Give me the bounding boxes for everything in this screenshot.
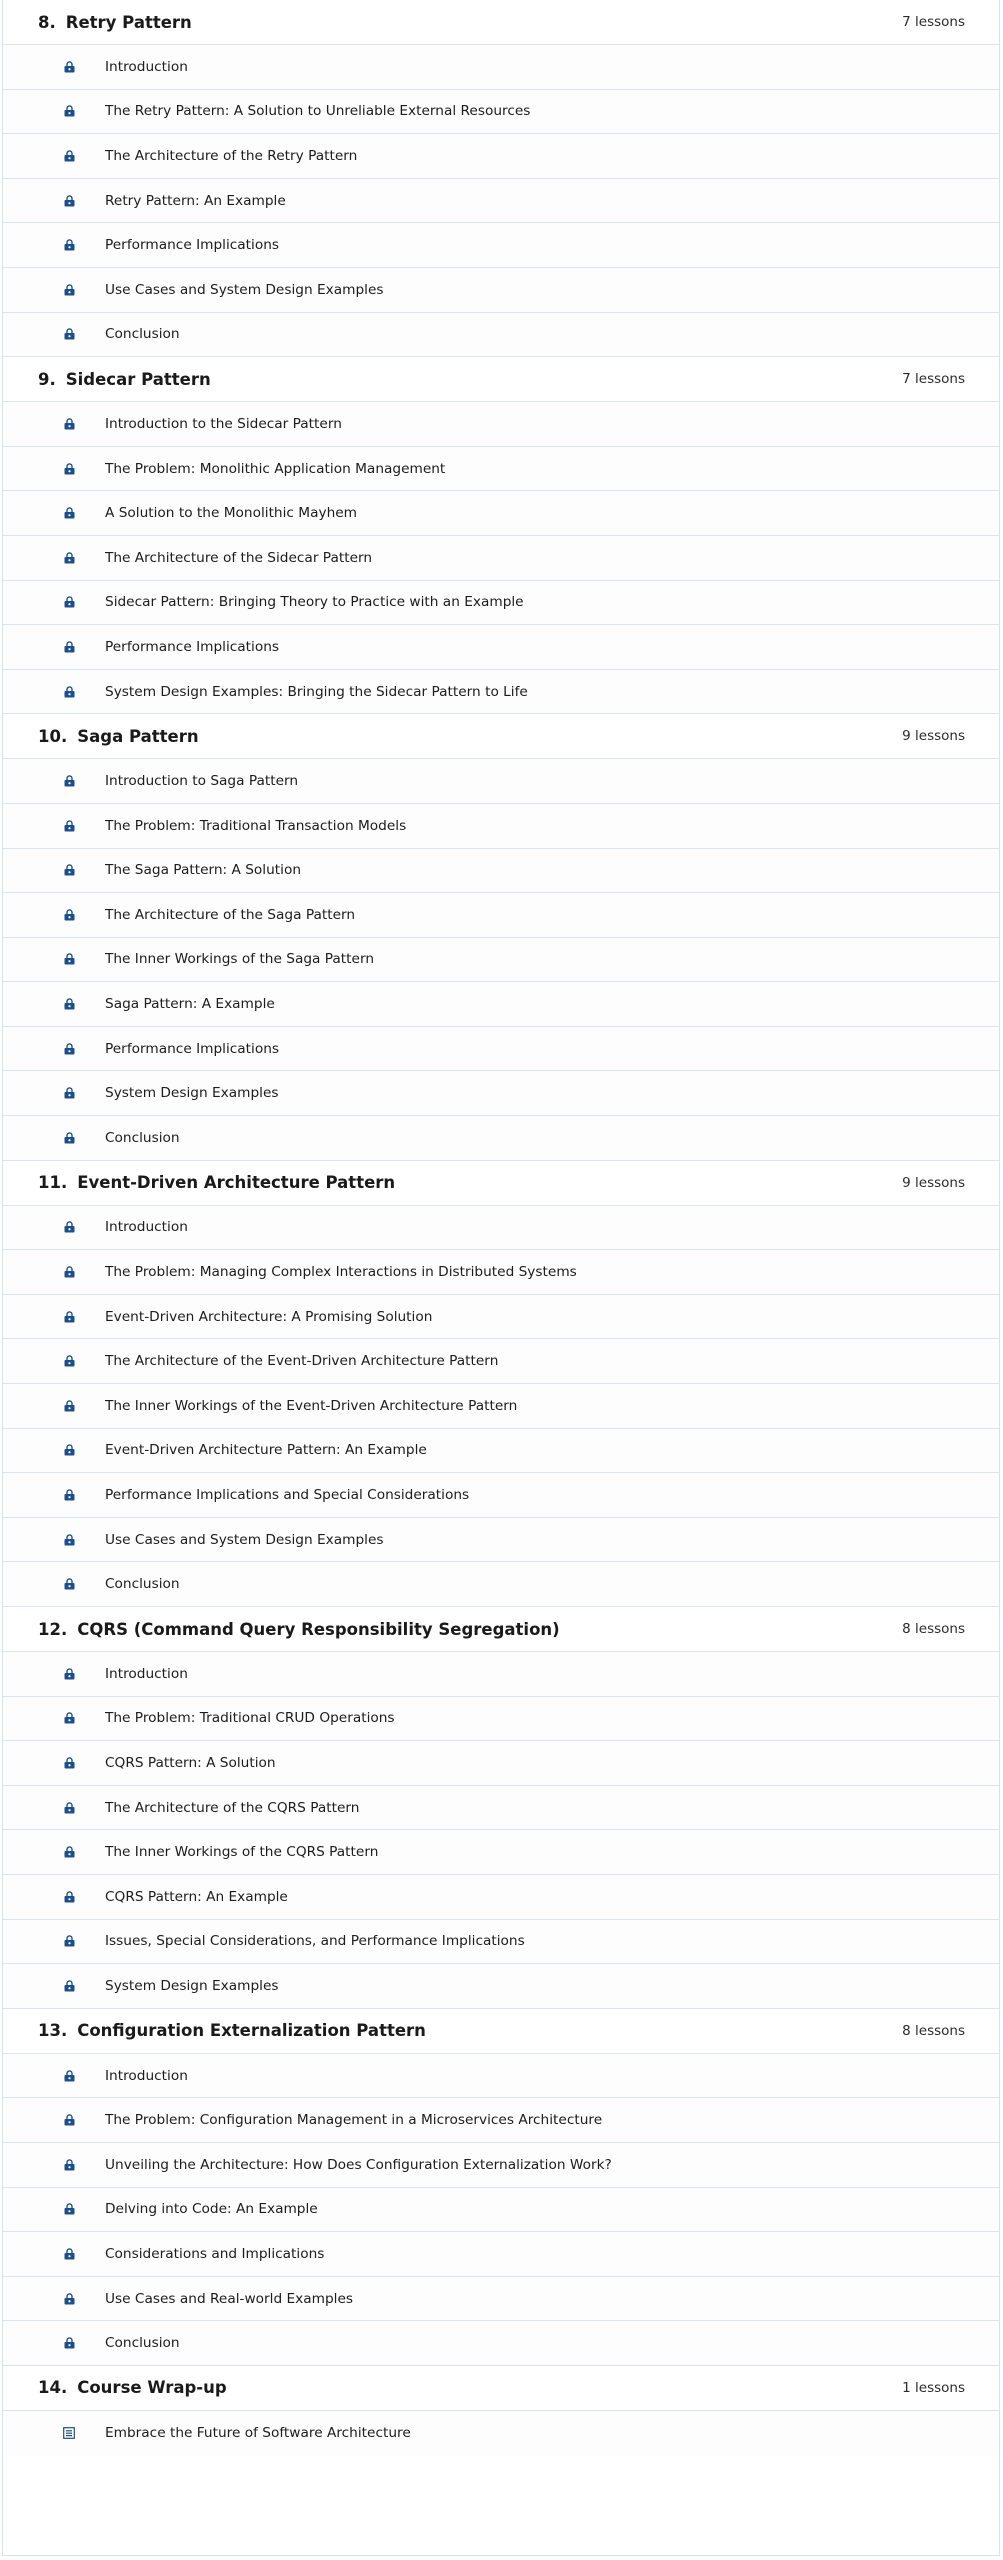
lesson-item[interactable] [3,1250,999,1295]
section-name: CQRS (Command Query Responsibility Segregation) [77,1619,560,1639]
lesson-title: Conclusion [105,1129,180,1146]
lock-icon [63,909,75,921]
lock-icon [63,1132,75,1144]
lesson-title: Performance Implications [105,1040,280,1057]
lock-icon [63,1266,75,1278]
lesson-title: System Design Examples: Bringing the Sidecar Pattern to Life [105,683,528,700]
lesson-item[interactable] [3,402,999,447]
lock-icon [63,775,75,787]
curriculum-section [3,1607,999,2009]
lesson-count: 7 lessons [902,371,965,388]
lesson-item[interactable] [3,45,999,90]
section-header[interactable] [3,0,999,44]
lesson-item[interactable] [3,2054,999,2099]
lesson-title: System Design Examples [105,1085,279,1102]
section-number: 13. [38,2021,68,2041]
lesson-title: Use Cases and Real-world Examples [105,2290,353,2307]
lesson-title: CQRS Pattern: An Example [105,1888,288,1905]
lesson-title: Event-Driven Architecture: A Promising Solution [105,1308,433,1325]
curriculum-section [3,357,999,714]
lesson-title: Issues, Special Considerations, and Performance Implications [105,1933,525,1950]
curriculum-section [3,2009,999,2366]
lesson-title: System Design Examples [105,1977,279,1994]
lock-icon [63,1311,75,1323]
lesson-count: 7 lessons [902,14,965,30]
lock-icon [63,1935,75,1947]
lesson-title: The Architecture of the Retry Pattern [105,147,358,164]
lock-icon [63,864,75,876]
curriculum-section [3,1161,999,1607]
lock-icon [63,239,75,251]
lesson-title: Use Cases and System Design Examples [105,281,384,298]
lock-icon [63,596,75,608]
lesson-item[interactable] [3,1295,999,1340]
lesson-item[interactable] [3,1786,999,1831]
curriculum-section [3,2366,999,2456]
lesson-item[interactable] [3,1429,999,1474]
section-header[interactable] [3,2009,999,2053]
lesson-title: Delving into Code: An Example [105,2201,318,2218]
lesson-title: Event-Driven Architecture Pattern: An Example [105,1442,427,1459]
lesson-title: The Problem: Traditional CRUD Operations [105,1710,395,1727]
lesson-item[interactable] [3,1920,999,1965]
lesson-item[interactable] [3,804,999,849]
lesson-list [3,1205,999,1607]
lesson-item[interactable] [3,670,999,715]
lesson-title: Introduction [105,2067,188,2084]
lock-icon [63,953,75,965]
lesson-list [3,2410,999,2456]
lesson-title: Use Cases and System Design Examples [105,1531,384,1548]
section-title [38,370,211,389]
lesson-title: The Problem: Traditional Transaction Models [105,817,407,834]
lock-icon [63,820,75,832]
section-title [38,1173,395,1192]
lesson-count: 9 lessons [902,1174,965,1191]
lesson-title: Unveiling the Architecture: How Does Configuration Externalization Work? [105,2156,612,2173]
lesson-item[interactable] [3,1562,999,1607]
lesson-item[interactable] [3,1473,999,1518]
section-header[interactable] [3,714,999,758]
section-name: Saga Pattern [77,726,199,746]
lesson-item[interactable] [3,268,999,313]
lesson-item[interactable] [3,313,999,358]
lesson-item[interactable] [3,491,999,536]
lesson-item[interactable] [3,1384,999,1429]
section-name: Event-Driven Architecture Pattern [77,1173,396,1193]
section-name: Course Wrap-up [77,2378,227,2398]
lesson-title: The Architecture of the Sidecar Pattern [105,549,373,566]
lesson-item[interactable] [3,1339,999,1384]
lesson-item[interactable] [3,447,999,492]
lesson-item[interactable] [3,2232,999,2277]
lesson-title: Saga Pattern: A Example [105,996,275,1013]
section-title [38,2378,227,2397]
lesson-item[interactable] [3,2143,999,2188]
lesson-item[interactable] [3,2188,999,2233]
lock-icon [63,61,75,73]
lock-icon [63,195,75,207]
lock-icon [63,1043,75,1055]
section-header[interactable] [3,2366,999,2410]
section-title [38,13,192,32]
lesson-item[interactable] [3,759,999,804]
lesson-title: The Retry Pattern: A Solution to Unreliable External Resources [105,103,531,120]
lesson-title: Introduction [105,58,188,75]
lesson-title: The Inner Workings of the Saga Pattern [105,951,375,968]
section-number: 12. [38,1619,68,1639]
section-name: Sidecar Pattern [65,369,211,389]
lesson-title: A Solution to the Monolithic Mayhem [105,505,358,522]
section-header[interactable] [3,357,999,401]
lesson-item[interactable] [3,849,999,894]
curriculum-section [3,714,999,1160]
section-title [38,2021,426,2040]
lock-icon [63,2159,75,2171]
lock-icon [63,1087,75,1099]
lesson-item[interactable] [3,2098,999,2143]
lesson-title: Conclusion [105,1576,180,1593]
lesson-title: Considerations and Implications [105,2245,325,2262]
lock-icon [63,105,75,117]
lock-icon [63,1400,75,1412]
lock-icon [63,507,75,519]
lock-icon [63,418,75,430]
lesson-item[interactable] [3,893,999,938]
lesson-count: 1 lessons [902,2379,965,2396]
lesson-title: The Inner Workings of the CQRS Pattern [105,1844,379,1861]
section-title [38,1620,560,1639]
lock-icon [63,1846,75,1858]
lock-icon [63,686,75,698]
section-header[interactable] [3,1607,999,1651]
lesson-title: The Architecture of the Saga Pattern [105,906,356,923]
curriculum-section [3,0,999,357]
lesson-list [3,401,999,714]
lock-icon [63,1444,75,1456]
section-number: 10. [38,726,68,746]
lesson-title: The Architecture of the Event-Driven Architecture Pattern [105,1353,499,1370]
section-name: Retry Pattern [65,12,192,32]
section-number: 14. [38,2378,68,2398]
lesson-count: 8 lessons [902,1621,965,1637]
lock-icon [63,284,75,296]
lock-icon [63,1802,75,1814]
lesson-title: Retry Pattern: An Example [105,192,286,209]
lesson-title: Conclusion [105,326,180,343]
lesson-item[interactable] [3,2277,999,2322]
lock-icon [63,998,75,1010]
lesson-item[interactable] [3,1206,999,1251]
lesson-title: The Architecture of the CQRS Pattern [105,1799,360,1816]
lesson-list [3,1651,999,2009]
lesson-item[interactable] [3,982,999,1027]
lesson-item[interactable] [3,1027,999,1072]
lesson-item[interactable] [3,536,999,581]
lesson-title: Introduction to Saga Pattern [105,773,299,790]
lock-icon [63,1534,75,1546]
section-number: 11. [38,1173,68,1193]
lock-icon [63,2114,75,2126]
lock-icon [63,463,75,475]
lesson-item[interactable] [3,1518,999,1563]
lock-icon [63,1712,75,1724]
lesson-item[interactable] [3,1071,999,1116]
lesson-title: Introduction to the Sidecar Pattern [105,415,342,432]
lock-icon [63,1668,75,1680]
lock-icon [63,1980,75,1992]
lesson-item[interactable] [3,179,999,224]
lesson-list [3,44,999,357]
lesson-item[interactable] [3,1697,999,1742]
lock-icon [63,1489,75,1501]
lesson-title: The Problem: Monolithic Application Management [105,460,446,477]
lesson-item[interactable] [3,1116,999,1161]
lock-icon [63,2248,75,2260]
lesson-title: The Problem: Configuration Management in a Microservices Architecture [105,2112,603,2129]
section-name: Configuration Externalization Pattern [77,2021,426,2041]
lesson-item[interactable] [3,2321,999,2366]
lesson-count: 9 lessons [902,728,965,745]
lesson-title: Performance Implications [105,638,280,655]
section-number: 8. [38,12,56,32]
lesson-item[interactable] [3,90,999,135]
lock-icon [63,1355,75,1367]
lesson-item[interactable] [3,1964,999,2009]
lesson-title: Introduction [105,1665,188,1682]
lesson-item[interactable] [3,1741,999,1786]
lock-icon [63,1578,75,1590]
lock-icon [63,2070,75,2082]
lesson-list [3,2053,999,2366]
lesson-title: The Inner Workings of the Event-Driven Architecture Pattern [105,1397,518,1414]
lock-icon [63,2203,75,2215]
lesson-item[interactable] [3,1652,999,1697]
lesson-title: The Saga Pattern: A Solution [105,862,301,879]
lesson-item[interactable] [3,581,999,626]
lesson-title: Sidecar Pattern: Bringing Theory to Practice with an Example [105,594,524,611]
lesson-title: Performance Implications [105,237,280,254]
lesson-item[interactable] [3,938,999,983]
course-curriculum [2,0,1000,2556]
lesson-item[interactable] [3,1875,999,1920]
lock-icon [63,1757,75,1769]
lock-icon [63,552,75,564]
section-title [38,727,199,746]
lesson-item[interactable] [3,2411,999,2456]
section-number: 9. [38,369,56,389]
lock-icon [63,150,75,162]
lesson-title: Embrace the Future of Software Architecture [105,2425,411,2442]
lock-icon [63,1221,75,1233]
document-icon [63,2427,75,2439]
lesson-item[interactable] [3,1830,999,1875]
lock-icon [63,2293,75,2305]
lesson-title: Conclusion [105,2335,180,2352]
lesson-title: Performance Implications and Special Considerations [105,1487,470,1504]
lesson-list [3,758,999,1160]
lock-icon [63,1891,75,1903]
lesson-title: CQRS Pattern: A Solution [105,1754,276,1771]
section-header[interactable] [3,1161,999,1205]
lesson-item[interactable] [3,223,999,268]
lock-icon [63,641,75,653]
lesson-title: The Problem: Managing Complex Interactions in Distributed Systems [105,1264,577,1281]
lock-icon [63,2337,75,2349]
lesson-count: 8 lessons [902,2022,965,2039]
lesson-title: Introduction [105,1219,188,1236]
lesson-item[interactable] [3,134,999,179]
lesson-item[interactable] [3,625,999,670]
lock-icon [63,328,75,340]
